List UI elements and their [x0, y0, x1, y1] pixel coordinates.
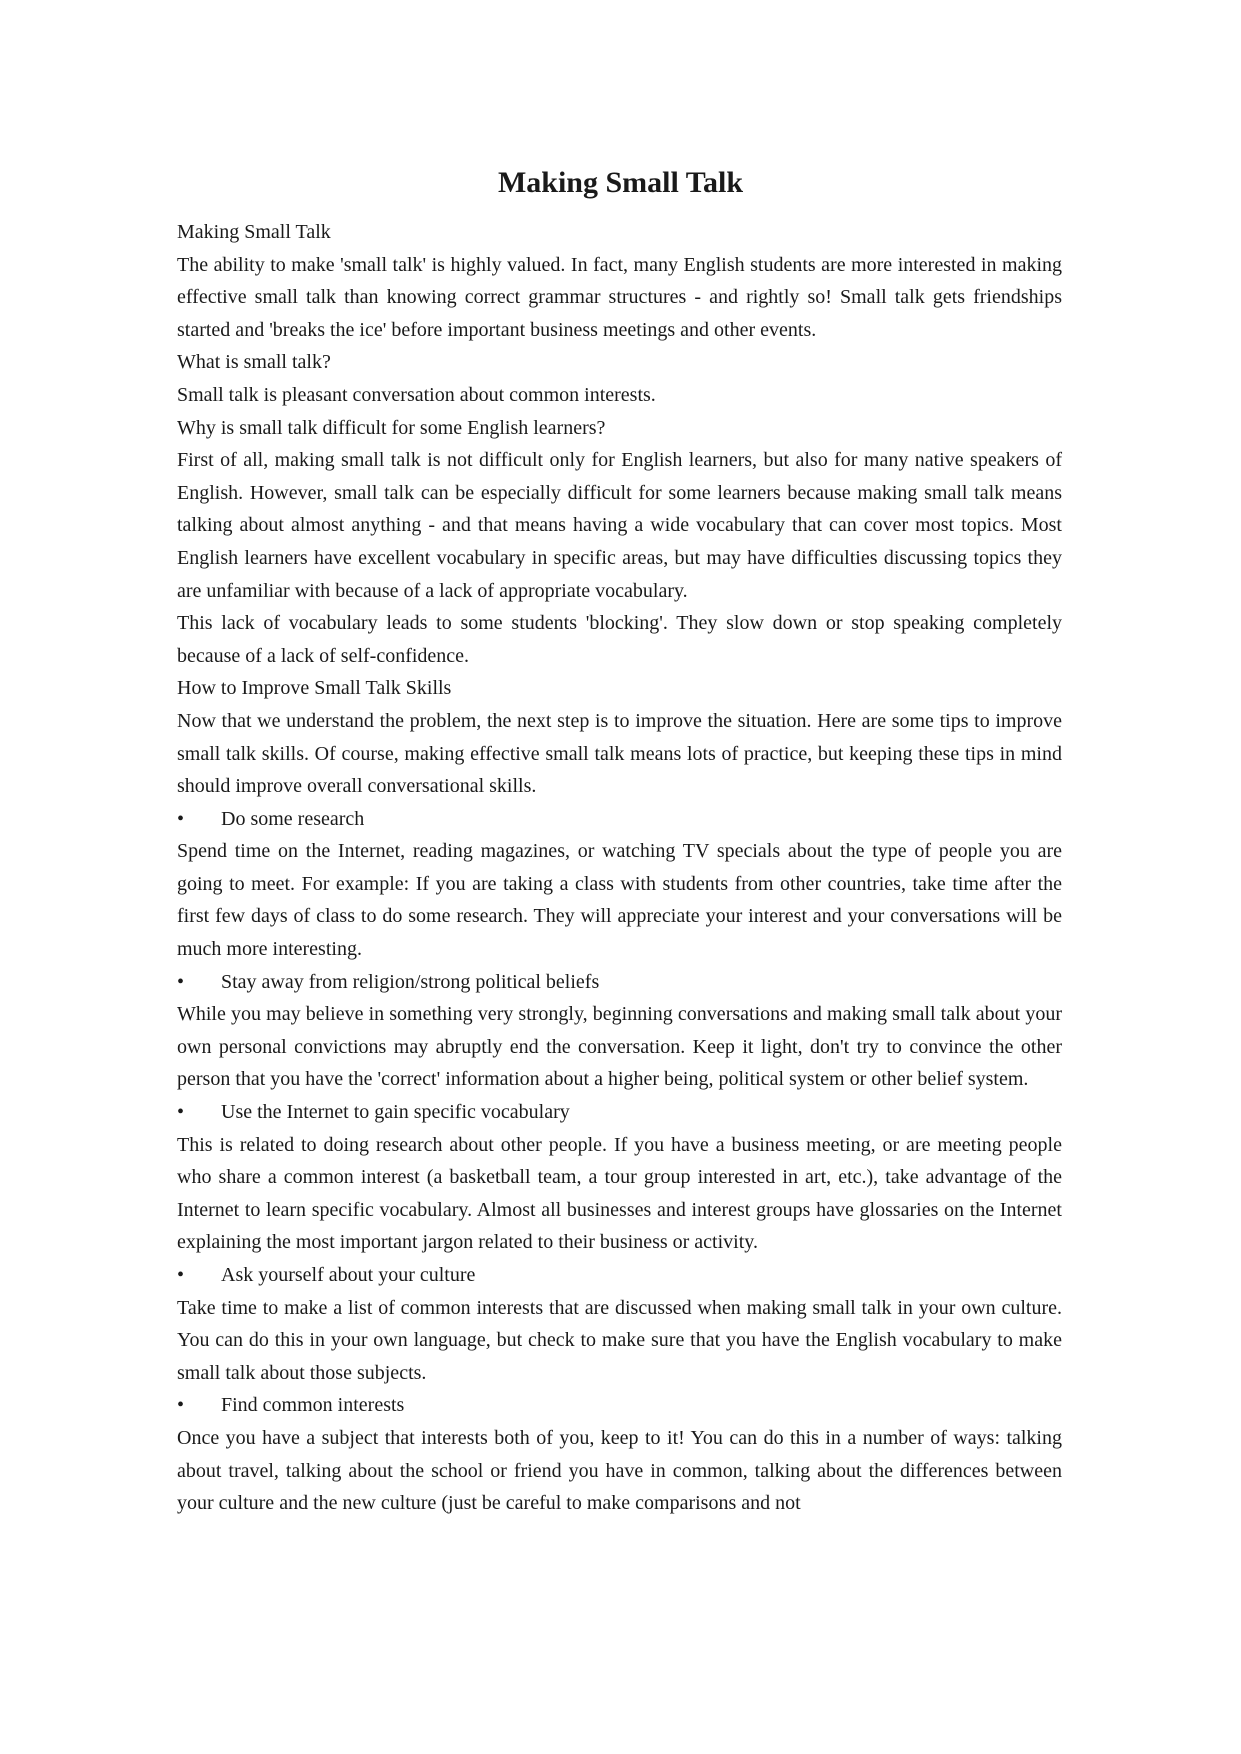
paragraph: Take time to make a list of common interests that are discussed when making small talk in your own culture. You can do this in your own language, but check to make sure that you have the English vocabulary to make small talk about those subjects.	[177, 1296, 1062, 1384]
bullet-icon: •	[177, 970, 185, 993]
bullet-item	[177, 966, 1062, 999]
bullet-text: Do some research	[221, 807, 365, 830]
section-heading: How to Improve Small Talk Skills	[177, 677, 452, 700]
bullet-item	[177, 803, 1062, 836]
bullet-item	[177, 1096, 1062, 1129]
section-question: What is small talk?	[177, 351, 331, 374]
paragraph: While you may believe in something very strongly, beginning conversations and making small talk about your own personal convictions may abruptly end the conversation. Keep it light, don't try to convince the other person that you have the 'correct' information about a higher being, political system or other belief system.	[177, 1003, 1062, 1091]
paragraph: The ability to make 'small talk' is highly valued. In fact, many English students are more interested in making effective small talk than knowing correct grammar structures - and rightly so! Small talk gets friendships started and 'breaks the ice' before important business meetings and other events.	[177, 253, 1062, 341]
paragraph: Spend time on the Internet, reading magazines, or watching TV specials about the type of people you are going to meet. For example: If you are taking a class with students from other countries, take time after the first few days of class to do some research. They will appreciate your interest and your conversations will be much more interesting.	[177, 840, 1062, 961]
bullet-text: Find common interests	[221, 1394, 405, 1417]
bullet-text: Stay away from religion/strong political beliefs	[221, 970, 600, 993]
paragraph: First of all, making small talk is not difficult only for English learners, but also for many native speakers of English. However, small talk can be especially difficult for some learners because making small talk means talking about almost anything - and that means having a wide vocabulary that can cover most topics. Most English learners have excellent vocabulary in specific areas, but may have difficulties discussing topics they are unfamiliar with because of a lack of appropriate vocabulary.	[177, 449, 1062, 602]
bullet-icon: •	[177, 1101, 185, 1124]
paragraph: Once you have a subject that interests both of you, keep to it! You can do this in a number of ways: talking about travel, talking about the school or friend you have in common, talking about the differences between your culture and the new culture (just be careful to make comparisons and not	[177, 1426, 1062, 1515]
bullet-icon: •	[177, 1264, 185, 1286]
paragraph: This is related to doing research about other people. If you have a business meeting, or are meeting people who share a common interest (a basketball team, a tour group interested in art, etc.), take advantage of the Internet to learn specific vocabulary. Almost all businesses and interest groups have glossaries on the Internet explaining the most important jargon related to their business or activity.	[177, 1133, 1062, 1254]
bullet-text: Ask yourself about your culture	[221, 1264, 476, 1286]
bullet-icon: •	[177, 807, 185, 830]
paragraph: Now that we understand the problem, the next step is to improve the situation. Here are some tips to improve small talk skills. Of course, making effective small talk means lots of practice, but keeping these tips in mind should improve overall conversational skills.	[177, 709, 1062, 798]
paragraph: Small talk is pleasant conversation about common interests.	[177, 383, 656, 406]
bullet-text: Use the Internet to gain specific vocabulary	[221, 1101, 570, 1124]
bullet-item	[177, 1389, 1062, 1422]
document-body	[177, 216, 1062, 1520]
bullet-icon: •	[177, 1394, 185, 1417]
paragraph: Making Small Talk	[177, 221, 331, 243]
page-title: Making Small Talk	[497, 166, 744, 199]
paragraph: This lack of vocabulary leads to some students 'blocking'. They slow down or stop speaking completely because of a lack of self-confidence.	[177, 612, 1062, 667]
bullet-item	[177, 1259, 1062, 1292]
section-question: Why is small talk difficult for some English learners?	[177, 416, 606, 439]
